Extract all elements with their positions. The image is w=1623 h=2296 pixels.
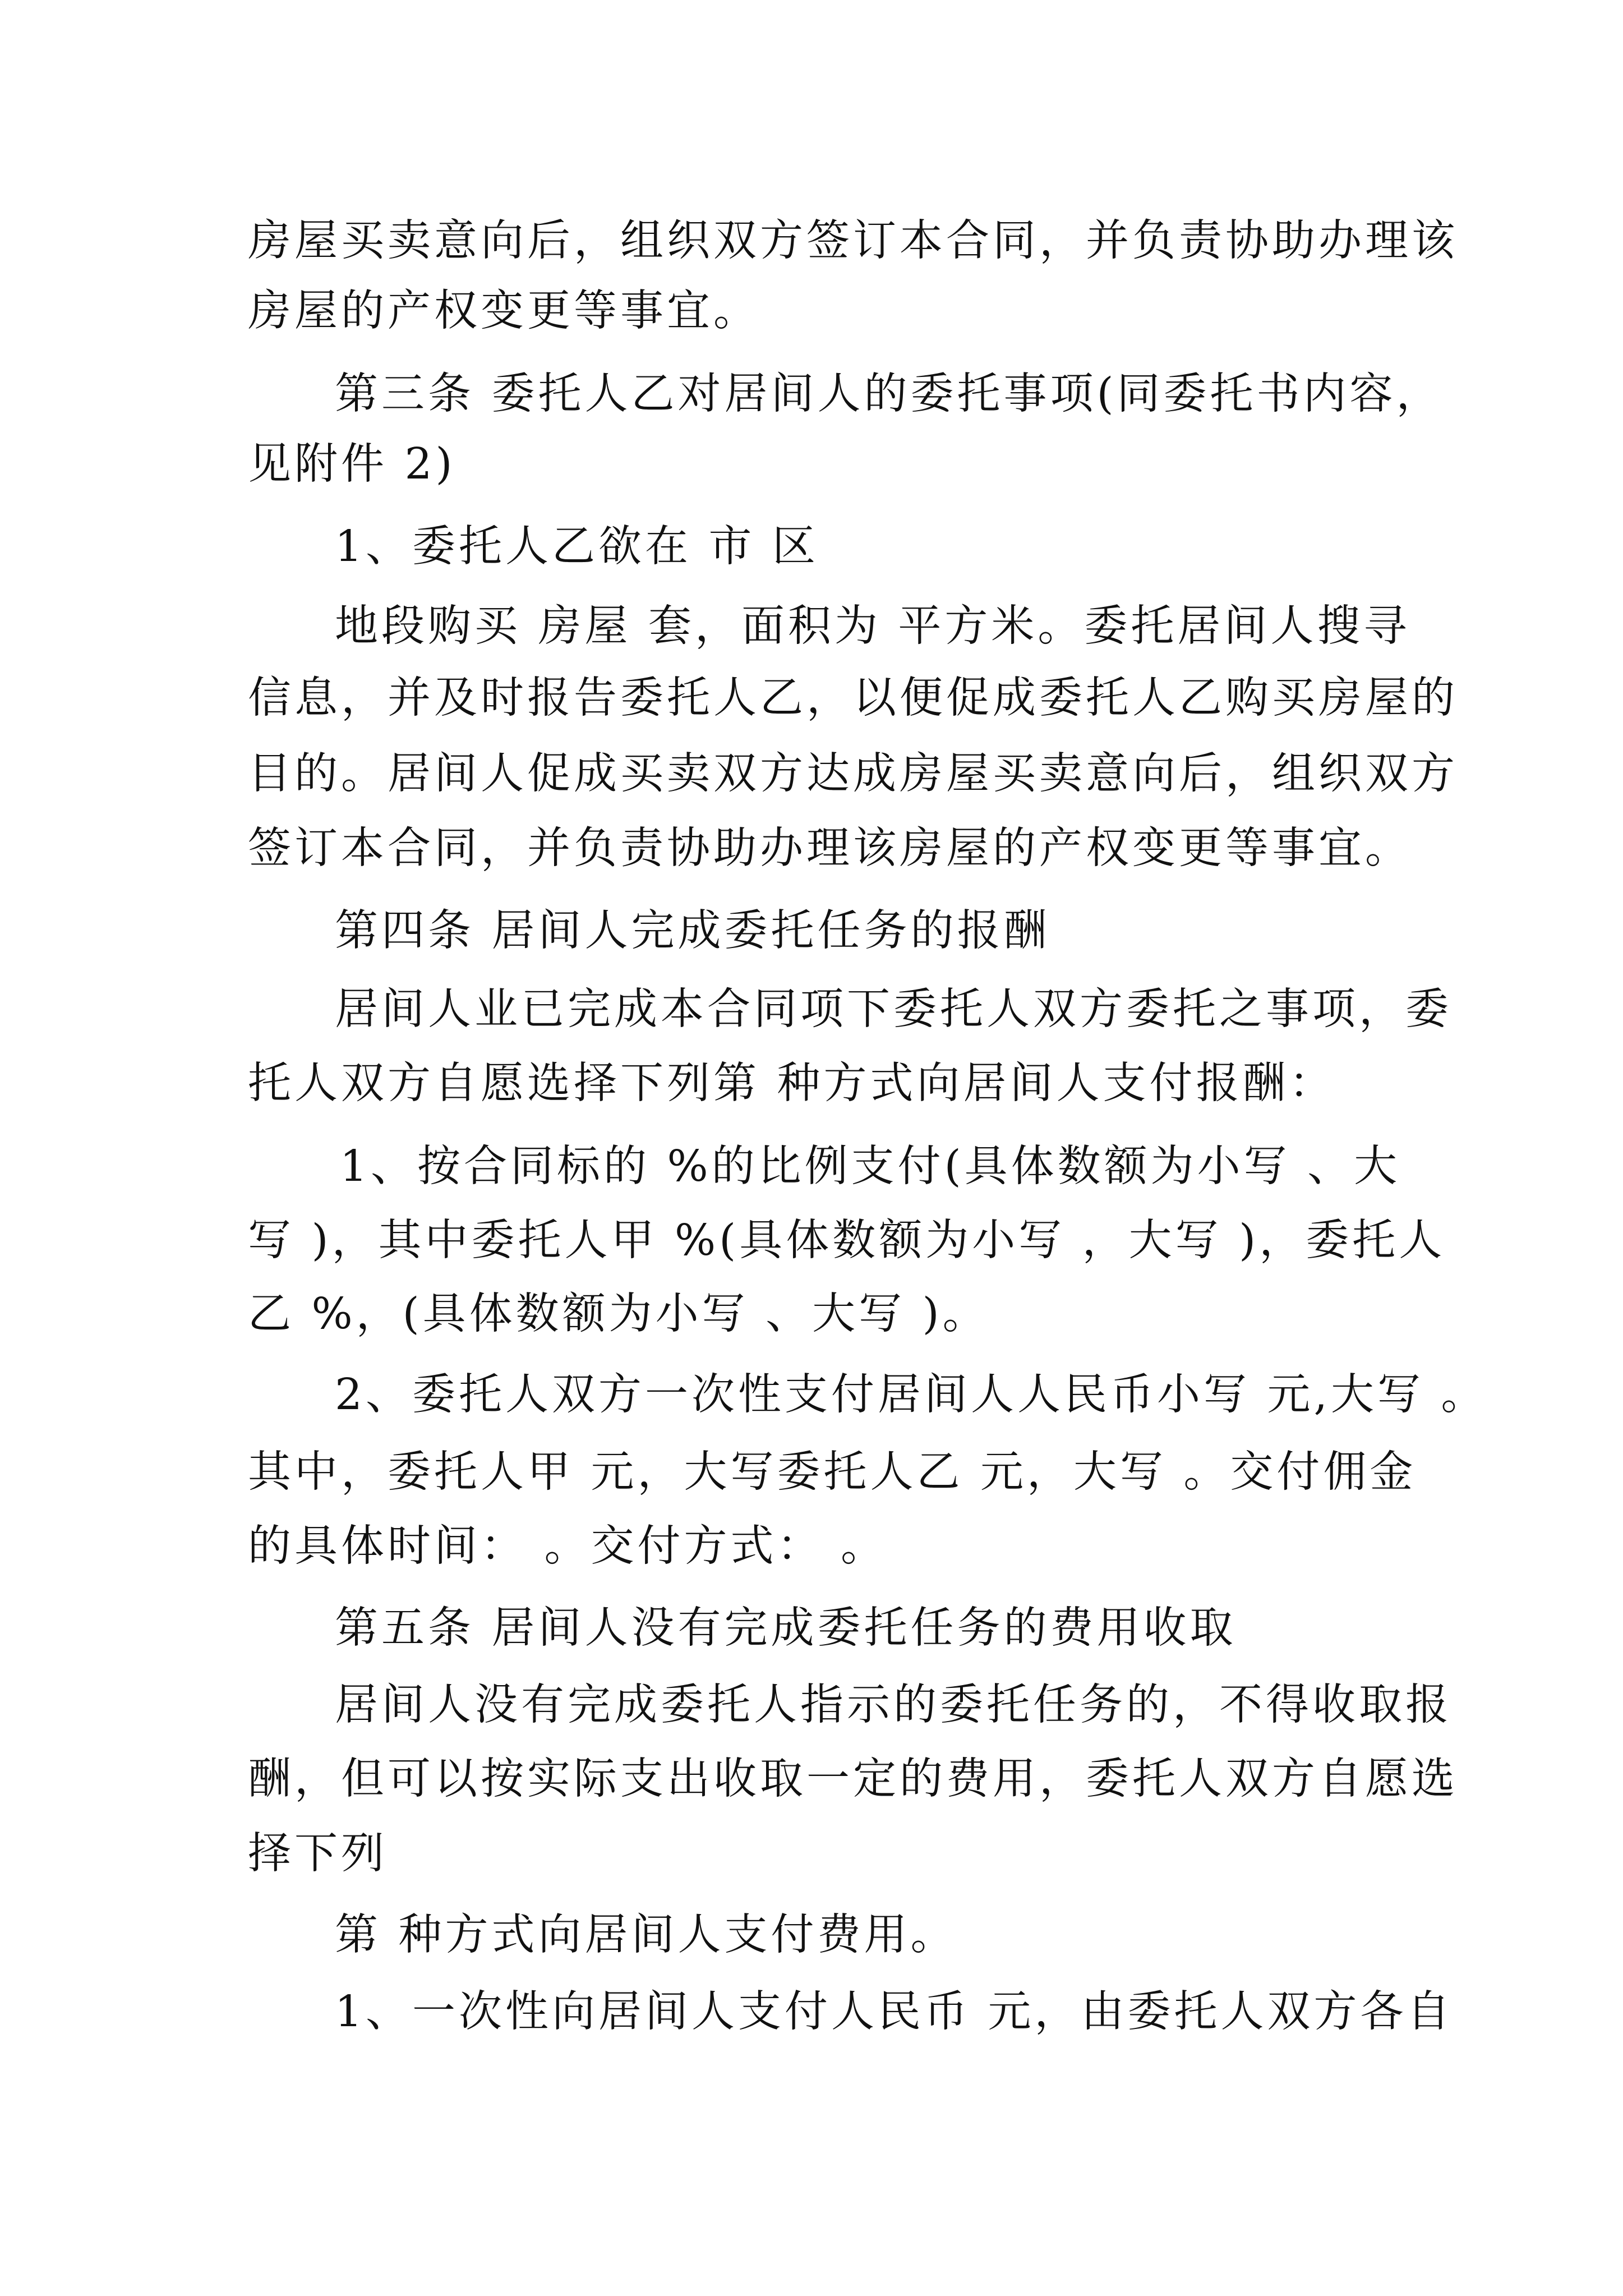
text-line: 地段购买 房屋 套，面积为 平方米。委托居间人搜寻 [335,601,1410,651]
text-line: 的具体时间： 。交付方式： 。 [248,1521,887,1571]
article-heading: 第四条 居间人完成委托任务的报酬 [335,906,1050,956]
text-line: 1、按合同标的 %的比例支付(具体数额为小写 、大 [340,1142,1401,1191]
text-line: 签订本合同，并负责协助办理该房屋的产权变更等事宜。 [248,823,1412,873]
article-heading: 第三条 委托人乙对居间人的委托事项(同委托书内容， [335,369,1443,419]
text-line: 1、委托人乙欲在 市 区 [335,522,819,572]
text-line: 写 )，其中委托人甲 %(具体数额为小写 ，大写 )，委托人 [248,1216,1446,1266]
text-line: 房屋的产权变更等事宜。 [248,286,760,336]
text-line: 乙 %，(具体数额为小写 、大写 )。 [248,1289,989,1339]
text-line: 见附件 2) [248,439,456,489]
text-line: 居间人业已完成本合同项下委托人双方委托之事项，委 [335,984,1452,1034]
text-line: 房屋买卖意向后，组织双方签订本合同，并负责协助办理该 [248,216,1458,266]
text-line: 信息，并及时报告委托人乙，以便促成委托人乙购买房屋的 [248,673,1458,723]
text-line: 第 种方式向居间人支付费用。 [335,1910,957,1960]
text-line: 托人双方自愿选择下列第 种方式向居间人支付报酬： [248,1059,1336,1108]
text-line: 酬，但可以按实际支出收取一定的费用，委托人双方自愿选 [248,1754,1458,1804]
text-line: 择下列 [248,1829,388,1879]
text-line: 其中，委托人甲 元，大写委托人乙 元，大写 。交付佣金 [248,1447,1417,1497]
article-heading: 第五条 居间人没有完成委托任务的费用收取 [335,1603,1237,1653]
text-line: 2、委托人双方一次性支付居间人人民币小写 元,大写 。 [335,1370,1488,1420]
text-line: 1、一次性向居间人支付人民币 元，由委托人双方各自 [335,1987,1454,2037]
text-line: 目的。居间人促成买卖双方达成房屋买卖意向后，组织双方 [248,749,1458,799]
text-line: 居间人没有完成委托人指示的委托任务的，不得收取报 [335,1680,1452,1730]
